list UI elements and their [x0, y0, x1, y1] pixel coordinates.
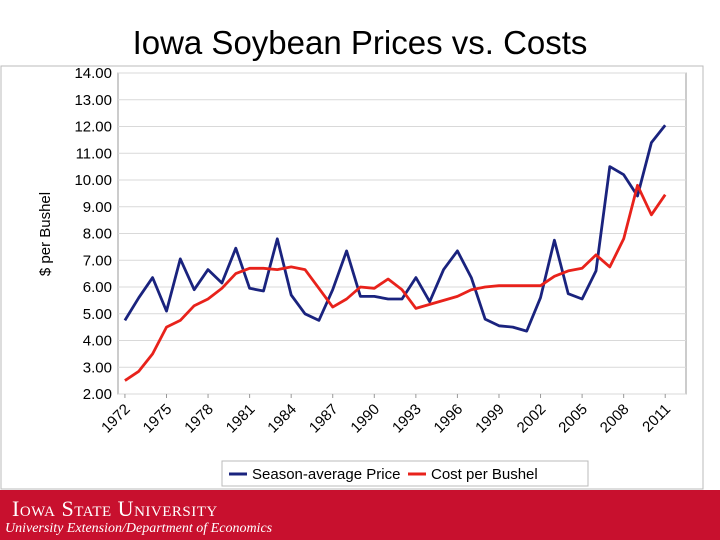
y-tick-label: 3.00 [82, 359, 112, 377]
y-tick-label: 6.00 [82, 279, 112, 296]
legend-label: Season-average Price [252, 466, 401, 483]
footer-bar [0, 490, 720, 540]
x-tick-label: 1996 [430, 400, 467, 437]
y-tick-label: 10.00 [74, 172, 112, 189]
x-tick-label: 1987 [305, 400, 342, 437]
y-tick-label: 4.00 [82, 332, 112, 350]
university-wordmark: Iowa State University [12, 496, 218, 521]
y-tick-label: 13.00 [74, 91, 112, 109]
department-name: University Extension/Department of Economics [5, 521, 273, 536]
y-tick-label: 5.00 [82, 305, 112, 323]
x-tick-label: 1981 [222, 400, 259, 437]
x-tick-label: 2002 [513, 400, 550, 437]
legend [229, 466, 538, 483]
x-tick-label: 1972 [98, 400, 134, 437]
x-tick-label: 2008 [596, 400, 633, 437]
x-tick-label: 1990 [347, 400, 384, 437]
x-tick-label: 1975 [139, 400, 176, 437]
legend-label: Cost per Bushel [431, 466, 538, 483]
y-tick-label: 11.00 [75, 145, 112, 163]
y-axis-label: $ per Bushel [37, 191, 54, 277]
y-tick-label: 7.00 [82, 252, 112, 270]
x-tick-label: 2005 [555, 400, 591, 437]
x-axis-ticks [98, 394, 674, 436]
y-axis-ticks [74, 65, 112, 403]
y-tick-label: 2.00 [82, 386, 112, 403]
x-tick-label: 2011 [639, 400, 675, 436]
x-tick-label: 1984 [264, 400, 300, 437]
slide-title: Iowa Soybean Prices vs. Costs [132, 24, 588, 61]
x-tick-label: 1978 [181, 400, 217, 437]
x-tick-label: 1999 [472, 400, 508, 437]
x-tick-label: 1993 [389, 400, 425, 437]
y-tick-label: 9.00 [82, 198, 112, 216]
y-tick-label: 8.00 [82, 225, 112, 243]
y-tick-label: 14.00 [74, 65, 112, 82]
y-tick-label: 12.00 [74, 118, 112, 136]
